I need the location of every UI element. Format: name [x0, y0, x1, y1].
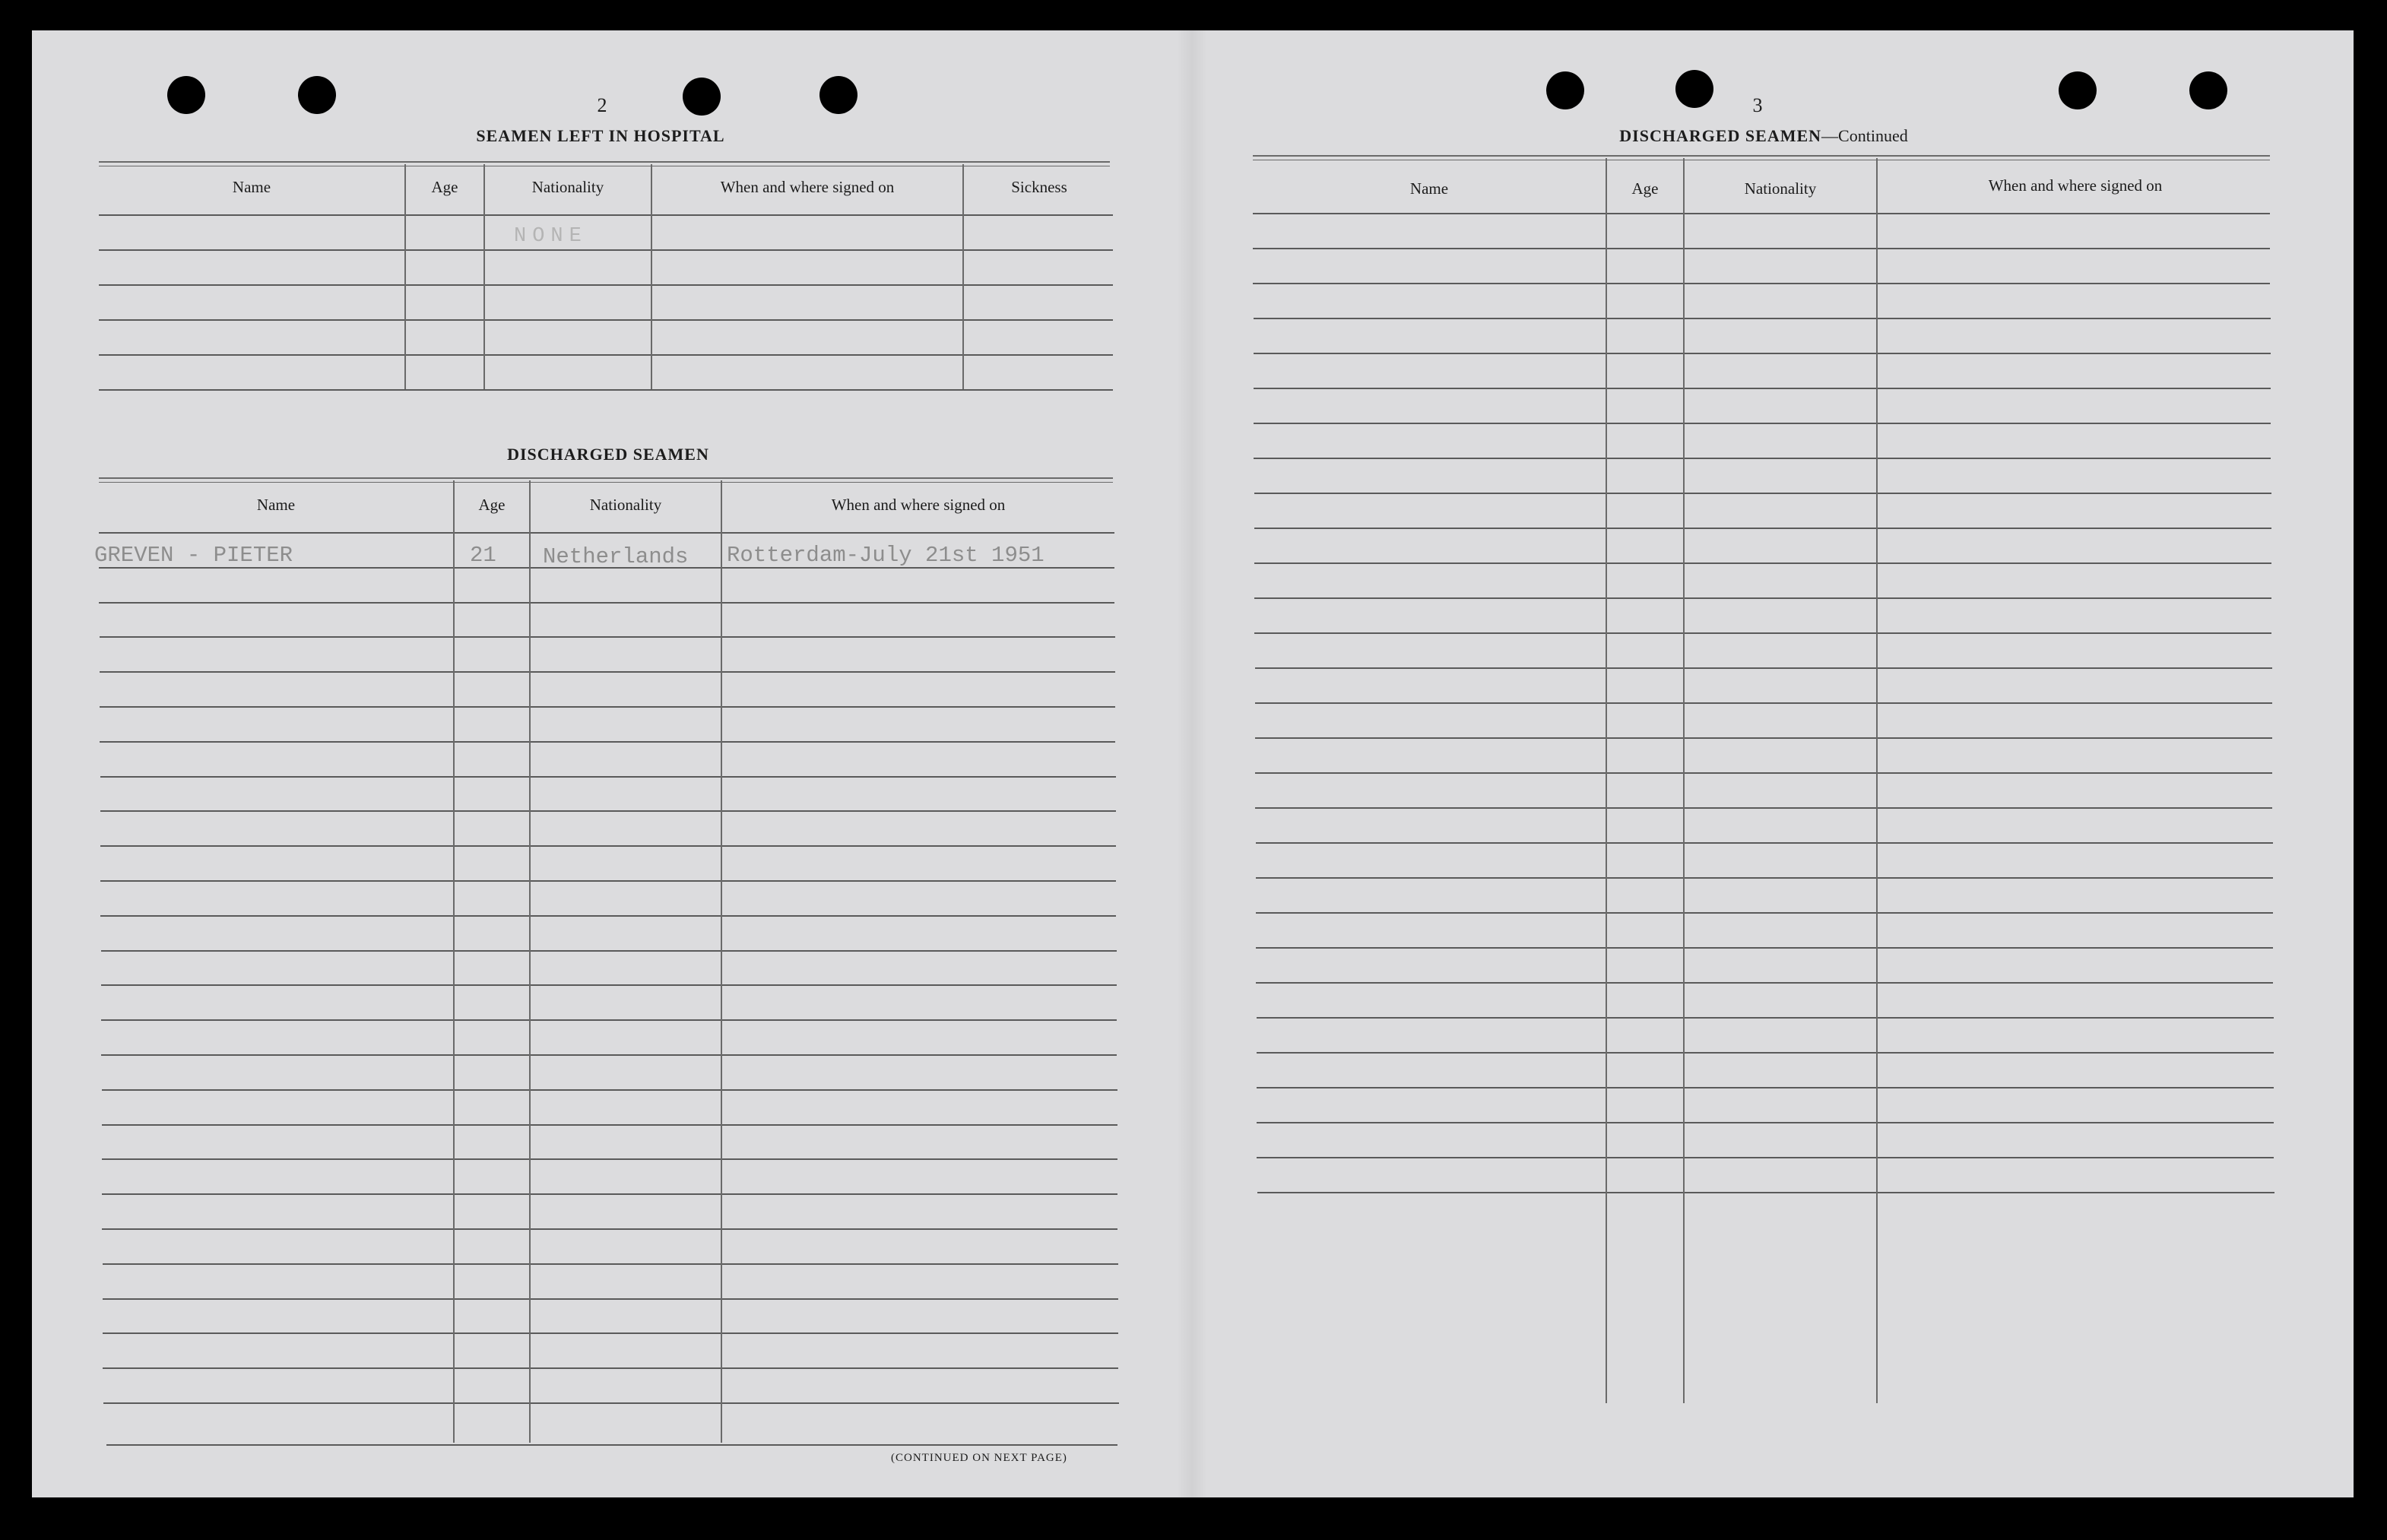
discharged-col-signed-on: When and where signed on	[831, 496, 1006, 514]
right-row-line	[1253, 283, 2270, 284]
right-row-line	[1254, 528, 2271, 529]
right-col-age: Age	[1631, 179, 1659, 198]
hospital-section-title: SEAMEN LEFT IN HOSPITAL	[476, 126, 725, 145]
right-row-line	[1254, 562, 2271, 564]
hospital-col-name: Name	[232, 178, 271, 196]
right-col-nationality: Nationality	[1744, 179, 1817, 198]
hospital-row-line	[99, 389, 1113, 391]
discharged-column-divider	[529, 480, 531, 1443]
page-number-right: 3	[1752, 94, 1763, 116]
right-row-line	[1257, 1017, 2274, 1019]
right-row-line	[1257, 1122, 2274, 1123]
discharged-row-line	[101, 1054, 1117, 1056]
right-row-line	[1254, 597, 2271, 599]
right-row-line	[1255, 772, 2272, 774]
right-row-line	[1257, 1087, 2274, 1088]
discharged-row-line	[100, 671, 1115, 673]
hospital-col-nationality: Nationality	[531, 178, 604, 196]
discharged-section-title: DISCHARGED SEAMEN	[507, 445, 709, 464]
hospital-row-line	[99, 249, 1113, 251]
entry-signed-on: Rotterdam-July 21st 1951	[727, 543, 1045, 568]
discharged-row-line	[100, 845, 1116, 847]
discharged-row-line	[100, 915, 1116, 917]
right-column-divider	[1683, 158, 1685, 1403]
right-column-divider	[1876, 158, 1878, 1403]
right-row-line	[1256, 947, 2273, 949]
right-row-line	[1256, 982, 2273, 984]
right-row-line	[1255, 737, 2272, 739]
right-section-title-main: DISCHARGED SEAMEN	[1619, 126, 1822, 145]
right-row-line	[1254, 632, 2271, 634]
entry-age: 21	[470, 543, 496, 568]
page-number-left: 2	[597, 94, 607, 116]
hospital-entry-none: NONE	[514, 225, 588, 248]
discharged-row-line	[100, 706, 1115, 708]
right-col-name: Name	[1409, 179, 1449, 198]
right-row-line	[1254, 318, 2271, 319]
right-row-line	[1253, 213, 2270, 214]
discharged-row-line	[101, 950, 1117, 952]
right-row-line	[1256, 912, 2273, 914]
discharged-row-line	[100, 636, 1115, 638]
continued-note: (CONTINUED ON NEXT PAGE)	[891, 1452, 1067, 1464]
discharged-row-line	[100, 810, 1116, 812]
right-row-line	[1254, 388, 2271, 389]
hospital-row-line	[99, 284, 1113, 286]
right-row-line	[1257, 1157, 2274, 1158]
hospital-row-line	[99, 214, 1113, 216]
discharged-column-divider	[453, 480, 455, 1443]
hospital-row-line	[99, 354, 1113, 356]
entry-nationality: Netherlands	[543, 544, 689, 569]
discharged-row-line	[100, 776, 1116, 778]
hospital-column-divider	[651, 164, 652, 389]
right-row-line	[1256, 842, 2273, 844]
right-row-line	[1257, 1052, 2274, 1054]
discharged-row-line	[102, 1089, 1117, 1091]
right-row-line	[1257, 1192, 2274, 1193]
discharged-row-line	[103, 1298, 1118, 1300]
discharged-column-divider	[721, 480, 722, 1443]
right-row-line	[1254, 423, 2271, 424]
discharged-row-line	[102, 1228, 1117, 1230]
discharged-bottom-rule	[106, 1444, 1117, 1446]
right-row-line	[1254, 353, 2271, 354]
discharged-col-name: Name	[256, 496, 296, 514]
discharged-col-nationality: Nationality	[589, 496, 662, 514]
hospital-row-line	[99, 319, 1113, 321]
right-col-signed-on: When and where signed on	[1988, 176, 2163, 195]
discharged-row-line	[103, 1367, 1118, 1369]
right-row-line	[1255, 807, 2272, 809]
hospital-column-divider	[962, 164, 964, 389]
discharged-row-line	[100, 880, 1116, 882]
right-row-line	[1255, 702, 2272, 704]
discharged-row-line	[101, 984, 1117, 986]
right-row-line	[1253, 248, 2270, 249]
hospital-col-sickness: Sickness	[1011, 178, 1067, 196]
hospital-col-signed-on: When and where signed on	[720, 178, 895, 196]
right-row-line	[1255, 667, 2272, 669]
discharged-row-line	[103, 1263, 1118, 1265]
right-row-line	[1256, 877, 2273, 879]
discharged-row-line	[101, 1019, 1117, 1021]
discharged-row-line	[102, 1158, 1117, 1160]
right-section-title-suffix: —Continued	[1821, 126, 1908, 145]
discharged-row-line	[102, 1124, 1117, 1126]
hospital-col-age: Age	[431, 178, 458, 196]
right-column-divider	[1606, 158, 1607, 1403]
right-row-line	[1254, 458, 2271, 459]
discharged-row-line	[102, 1193, 1117, 1195]
discharged-row-line	[100, 741, 1115, 743]
discharged-row-line	[99, 602, 1114, 604]
discharged-row-line	[103, 1332, 1118, 1334]
hospital-column-divider	[483, 164, 485, 389]
discharged-row-line	[99, 532, 1114, 534]
discharged-row-line	[99, 567, 1114, 569]
entry-name: GREVEN - PIETER	[94, 543, 293, 568]
right-row-line	[1254, 493, 2271, 494]
discharged-col-age: Age	[478, 496, 506, 514]
discharged-row-line	[103, 1402, 1119, 1404]
hospital-column-divider	[404, 164, 406, 389]
